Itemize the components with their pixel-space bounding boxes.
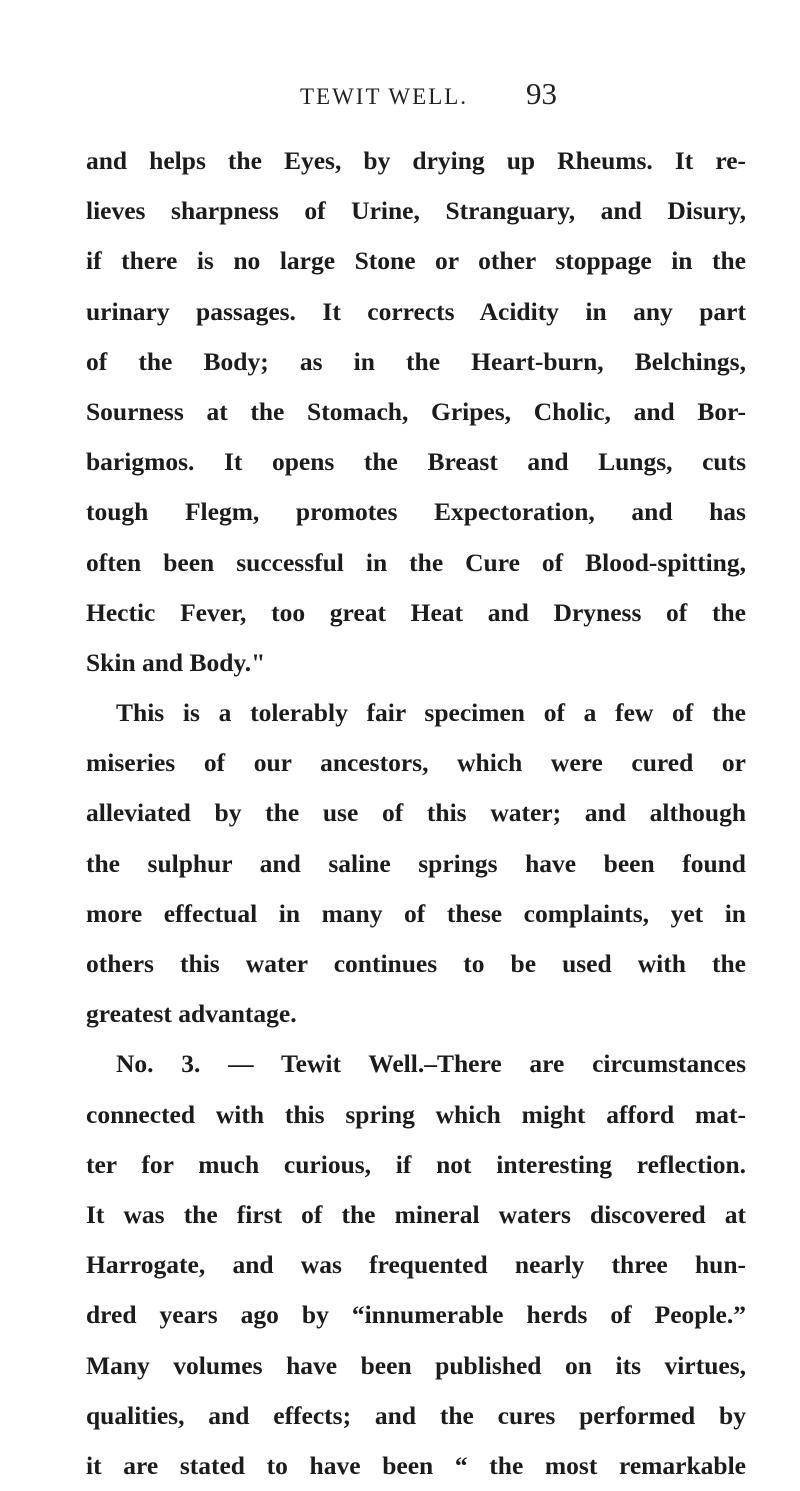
text-line: Sourness at the Stomach, Gripes, Cholic, and Bor- [86, 396, 746, 426]
text-line: it are stated to have been “ the most remarkable [86, 1450, 746, 1480]
text-line: greatest advantage. [86, 999, 297, 1029]
body-text [86, 136, 746, 1491]
text-line: urinary passages. It corrects Acidity in any part [86, 296, 746, 326]
text-line: Many volumes have been published on its virtues, [86, 1350, 746, 1380]
text-line: ter for much curious, if not interesting reflection. [86, 1149, 746, 1179]
text-line: lieves sharpness of Urine, Stranguary, and Disury, [86, 196, 746, 226]
text-line: Skin and Body." [86, 647, 266, 677]
running-title: TEWIT WELL. [300, 84, 469, 109]
text-line: and helps the Eyes, by drying up Rheums. It re- [86, 146, 746, 175]
text-line: barigmos. It opens the Breast and Lungs, cuts [86, 447, 746, 477]
text-line: more effectual in many of these complaints, yet in [86, 898, 746, 928]
text-line: qualities, and effects; and the cures performed by [86, 1400, 746, 1430]
text-line: alleviated by the use of this water; and although [86, 798, 746, 828]
text-line: Harrogate, and was frequented nearly three hun- [86, 1250, 746, 1280]
text-line: It was the first of the mineral waters discovered at [86, 1199, 746, 1229]
text-line: if there is no large Stone or other stoppage in the [86, 246, 746, 276]
text-line: connected with this spring which might afford mat- [86, 1099, 746, 1129]
text-line: of the Body; as in the Heart-burn, Belchings, [86, 346, 746, 376]
running-head [0, 76, 800, 122]
text-line: dred years ago by “innumerable herds of People.” [86, 1300, 746, 1330]
text-line: often been successful in the Cure of Blood-spitting, [86, 547, 746, 577]
text-line: tough Flegm, promotes Expectoration, and has [86, 497, 746, 527]
text-line: the sulphur and saline springs have been found [86, 848, 746, 878]
text-line: miseries of our ancestors, which were cured or [86, 748, 746, 778]
paragraph-start-line: This is a tolerably fair specimen of a few of the [116, 698, 746, 728]
section-heading-line: No. 3. — Tewit Well.–There are circumstances [116, 1049, 746, 1079]
page-number: 93 [526, 76, 557, 111]
text-line: others this water continues to be used with the [86, 949, 746, 978]
text-line: Hectic Fever, too great Heat and Dryness of the [86, 597, 746, 627]
